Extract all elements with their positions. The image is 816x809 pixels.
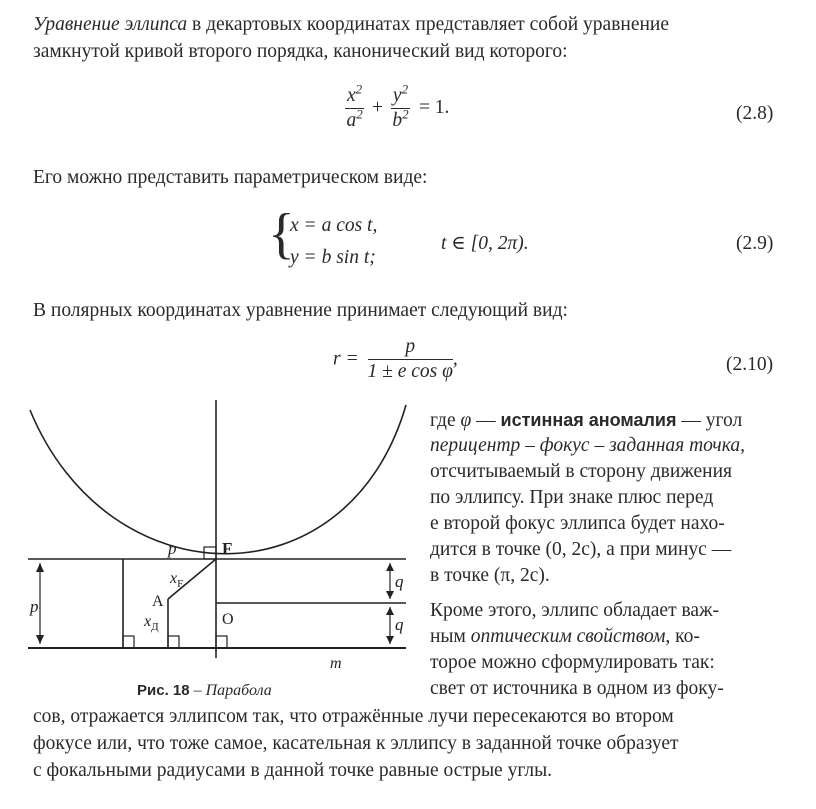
label-focus-f: F [222,539,233,558]
body-line-3: отсчитываемый в сторону движения [430,461,732,482]
body-line-8: Кроме этого, эллипс обладает важ- [430,600,720,621]
body-line-10: торое можно сформулировать так: [430,652,715,673]
label-vertex-o: O [222,611,234,628]
intro-line-2: замкнутой кривой второго порядка, канонический вид которого: [33,41,568,62]
polar-intro: В полярных координатах уравнение принимает следующий вид: [33,300,568,321]
label-point-a: A [152,593,164,610]
parametric-intro: Его можно представить параметрическом виде: [33,167,428,188]
parabola-figure [28,400,408,675]
term-true-anomaly: истинная аномалия [500,410,677,430]
caption-title: Парабола [205,682,272,699]
body-line-4: по эллипсу. При знаке плюс перед [430,487,714,508]
label-m: m [330,655,342,672]
body-line-9: ным оптическим свойством, ко- [430,626,700,647]
term-optical-property: оптическим свойством [470,626,666,647]
label-q-top: q [395,572,404,591]
body-line-13: фокусе или, что тоже самое, касательная к эллипсу в заданной точке образует [33,733,679,754]
body-line-11: свет от источника в одном из фоку- [430,678,724,699]
system-brace: { [268,203,295,265]
body-line-5: e второй фокус эллипса будет нахо- [430,513,725,534]
equation-2-9-range: t ∈ [0, 2π). [441,233,529,254]
fraction-y-b: $\frac{y^2}{b^2}$ [392,81,409,131]
equation-number-2-9: (2.9) [736,233,774,254]
equation-2-10: r = $\frac{p}{\text{1 ± e cos φ}}$ , [333,336,458,382]
equation-number-2-8: (2.8) [736,103,774,124]
intro-line-1 [33,12,669,38]
label-x-f: $x_F$ [170,570,184,590]
equation-2-9-line-2: y = b sin t; [290,247,376,268]
fraction-p-over-denominator: $\frac{p}{\text{1 ± e cos φ}}$ [367,336,453,382]
equation-2-8: $\frac{x^2}{a^2}$ + $\frac{y^2}{b^2}$ = 1. [346,81,450,131]
body-line-7: в точке (π, 2c). [430,565,550,586]
body-line-6: дится в точке (0, 2c), а при минус — [430,539,732,560]
equation-2-9-line-1: x = a cos t, [290,215,378,236]
body-line-12: сов, отражается эллипсом так, что отражённые лучи пересекаются во втором [33,706,674,727]
body-line-1: где φ — истинная аномалия — угол [430,410,743,431]
fraction-x-a: $\frac{x^2}{a^2}$ [346,81,363,131]
label-p-left: p [30,597,39,616]
label-x-d: $x_Д$ [144,613,159,633]
parabola-curve [30,405,406,554]
equation-number-2-10: (2.10) [726,354,774,375]
label-q-bottom: q [395,615,404,634]
right-angle-1 [123,636,134,648]
right-angle-2 [168,636,179,648]
right-angle-3 [216,636,227,648]
intro-line-1-rest: в декартовых координатах представляет собой уравнение [187,14,670,35]
body-line-2: перицентр – фокус – заданная точка, [430,435,745,456]
label-p-top: p [168,539,177,558]
body-line-14: с фокальными радиусами в данной точке равные острые углы. [33,760,553,781]
caption-label: Рис. 18 [137,682,190,699]
term-ellipse-equation: Уравнение эллипса [33,14,188,35]
figure-caption: Рис. 18 – Парабола [137,682,272,699]
